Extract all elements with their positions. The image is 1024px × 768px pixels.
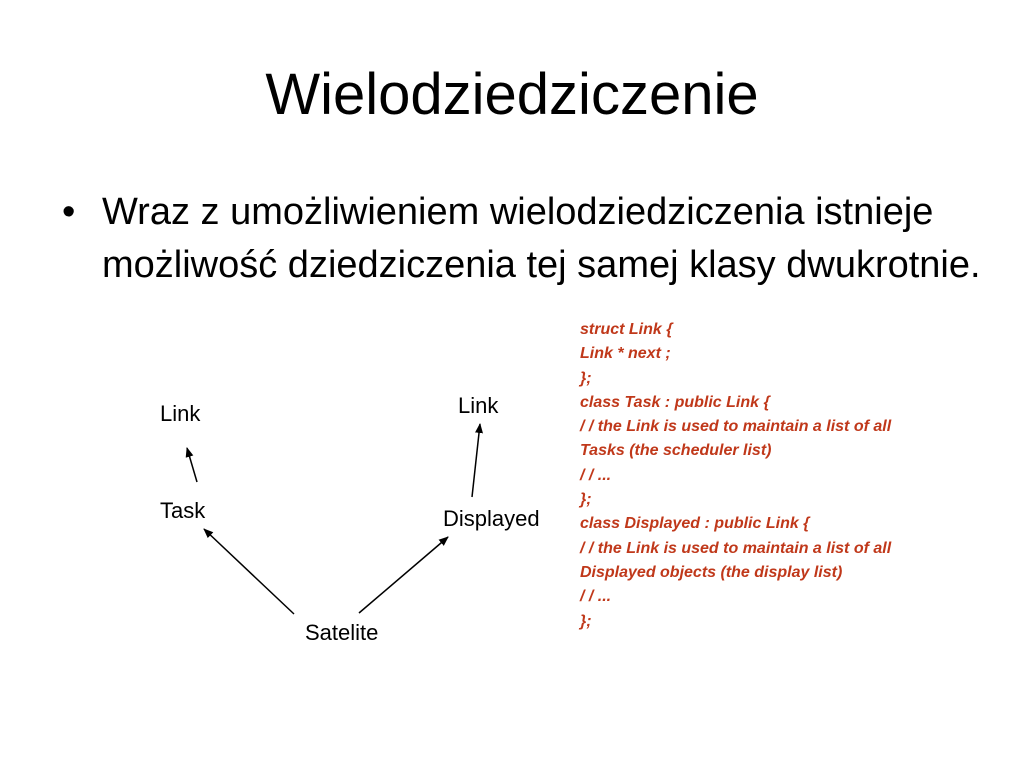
- code-line: };: [580, 491, 592, 509]
- code-line: Link * next ;: [580, 345, 671, 363]
- code-line: / / the Link is used to maintain a list of all: [580, 539, 892, 557]
- node-link-right: Link: [458, 393, 499, 418]
- node-displayed: Displayed: [443, 506, 540, 531]
- bullet-list: [62, 186, 982, 292]
- arrow-satelite-to-displayed: [359, 537, 448, 613]
- bullet-text: Wraz z umożliwieniem wielodziedziczenia istnieje możliwość dziedziczenia tej samej klasy dwukrotnie.: [102, 191, 981, 286]
- arrow-task-to-link: [187, 448, 197, 482]
- slide-title: Wielodziedziczenie: [265, 62, 759, 127]
- code-line: Displayed objects (the display list): [580, 563, 843, 581]
- code-block: [580, 318, 1000, 634]
- code-line: / / ...: [580, 588, 612, 606]
- code-line: class Task : public Link {: [580, 393, 770, 411]
- bullet-marker: •: [62, 191, 76, 233]
- code-line: Tasks (the scheduler list): [580, 442, 772, 460]
- arrow-displayed-to-link: [472, 424, 480, 497]
- code-line: / / ...: [580, 466, 612, 484]
- code-line: struct Link {: [580, 321, 673, 338]
- arrow-satelite-to-task: [204, 529, 294, 614]
- node-satelite: Satelite: [305, 620, 379, 645]
- node-task: Task: [160, 498, 206, 523]
- code-line: };: [580, 369, 592, 387]
- node-link-left: Link: [160, 401, 201, 426]
- code-line: };: [580, 612, 592, 630]
- bullet-item: [62, 186, 982, 292]
- code-line: / / the Link is used to maintain a list of all: [580, 418, 892, 436]
- code-line: class Displayed : public Link {: [580, 515, 810, 533]
